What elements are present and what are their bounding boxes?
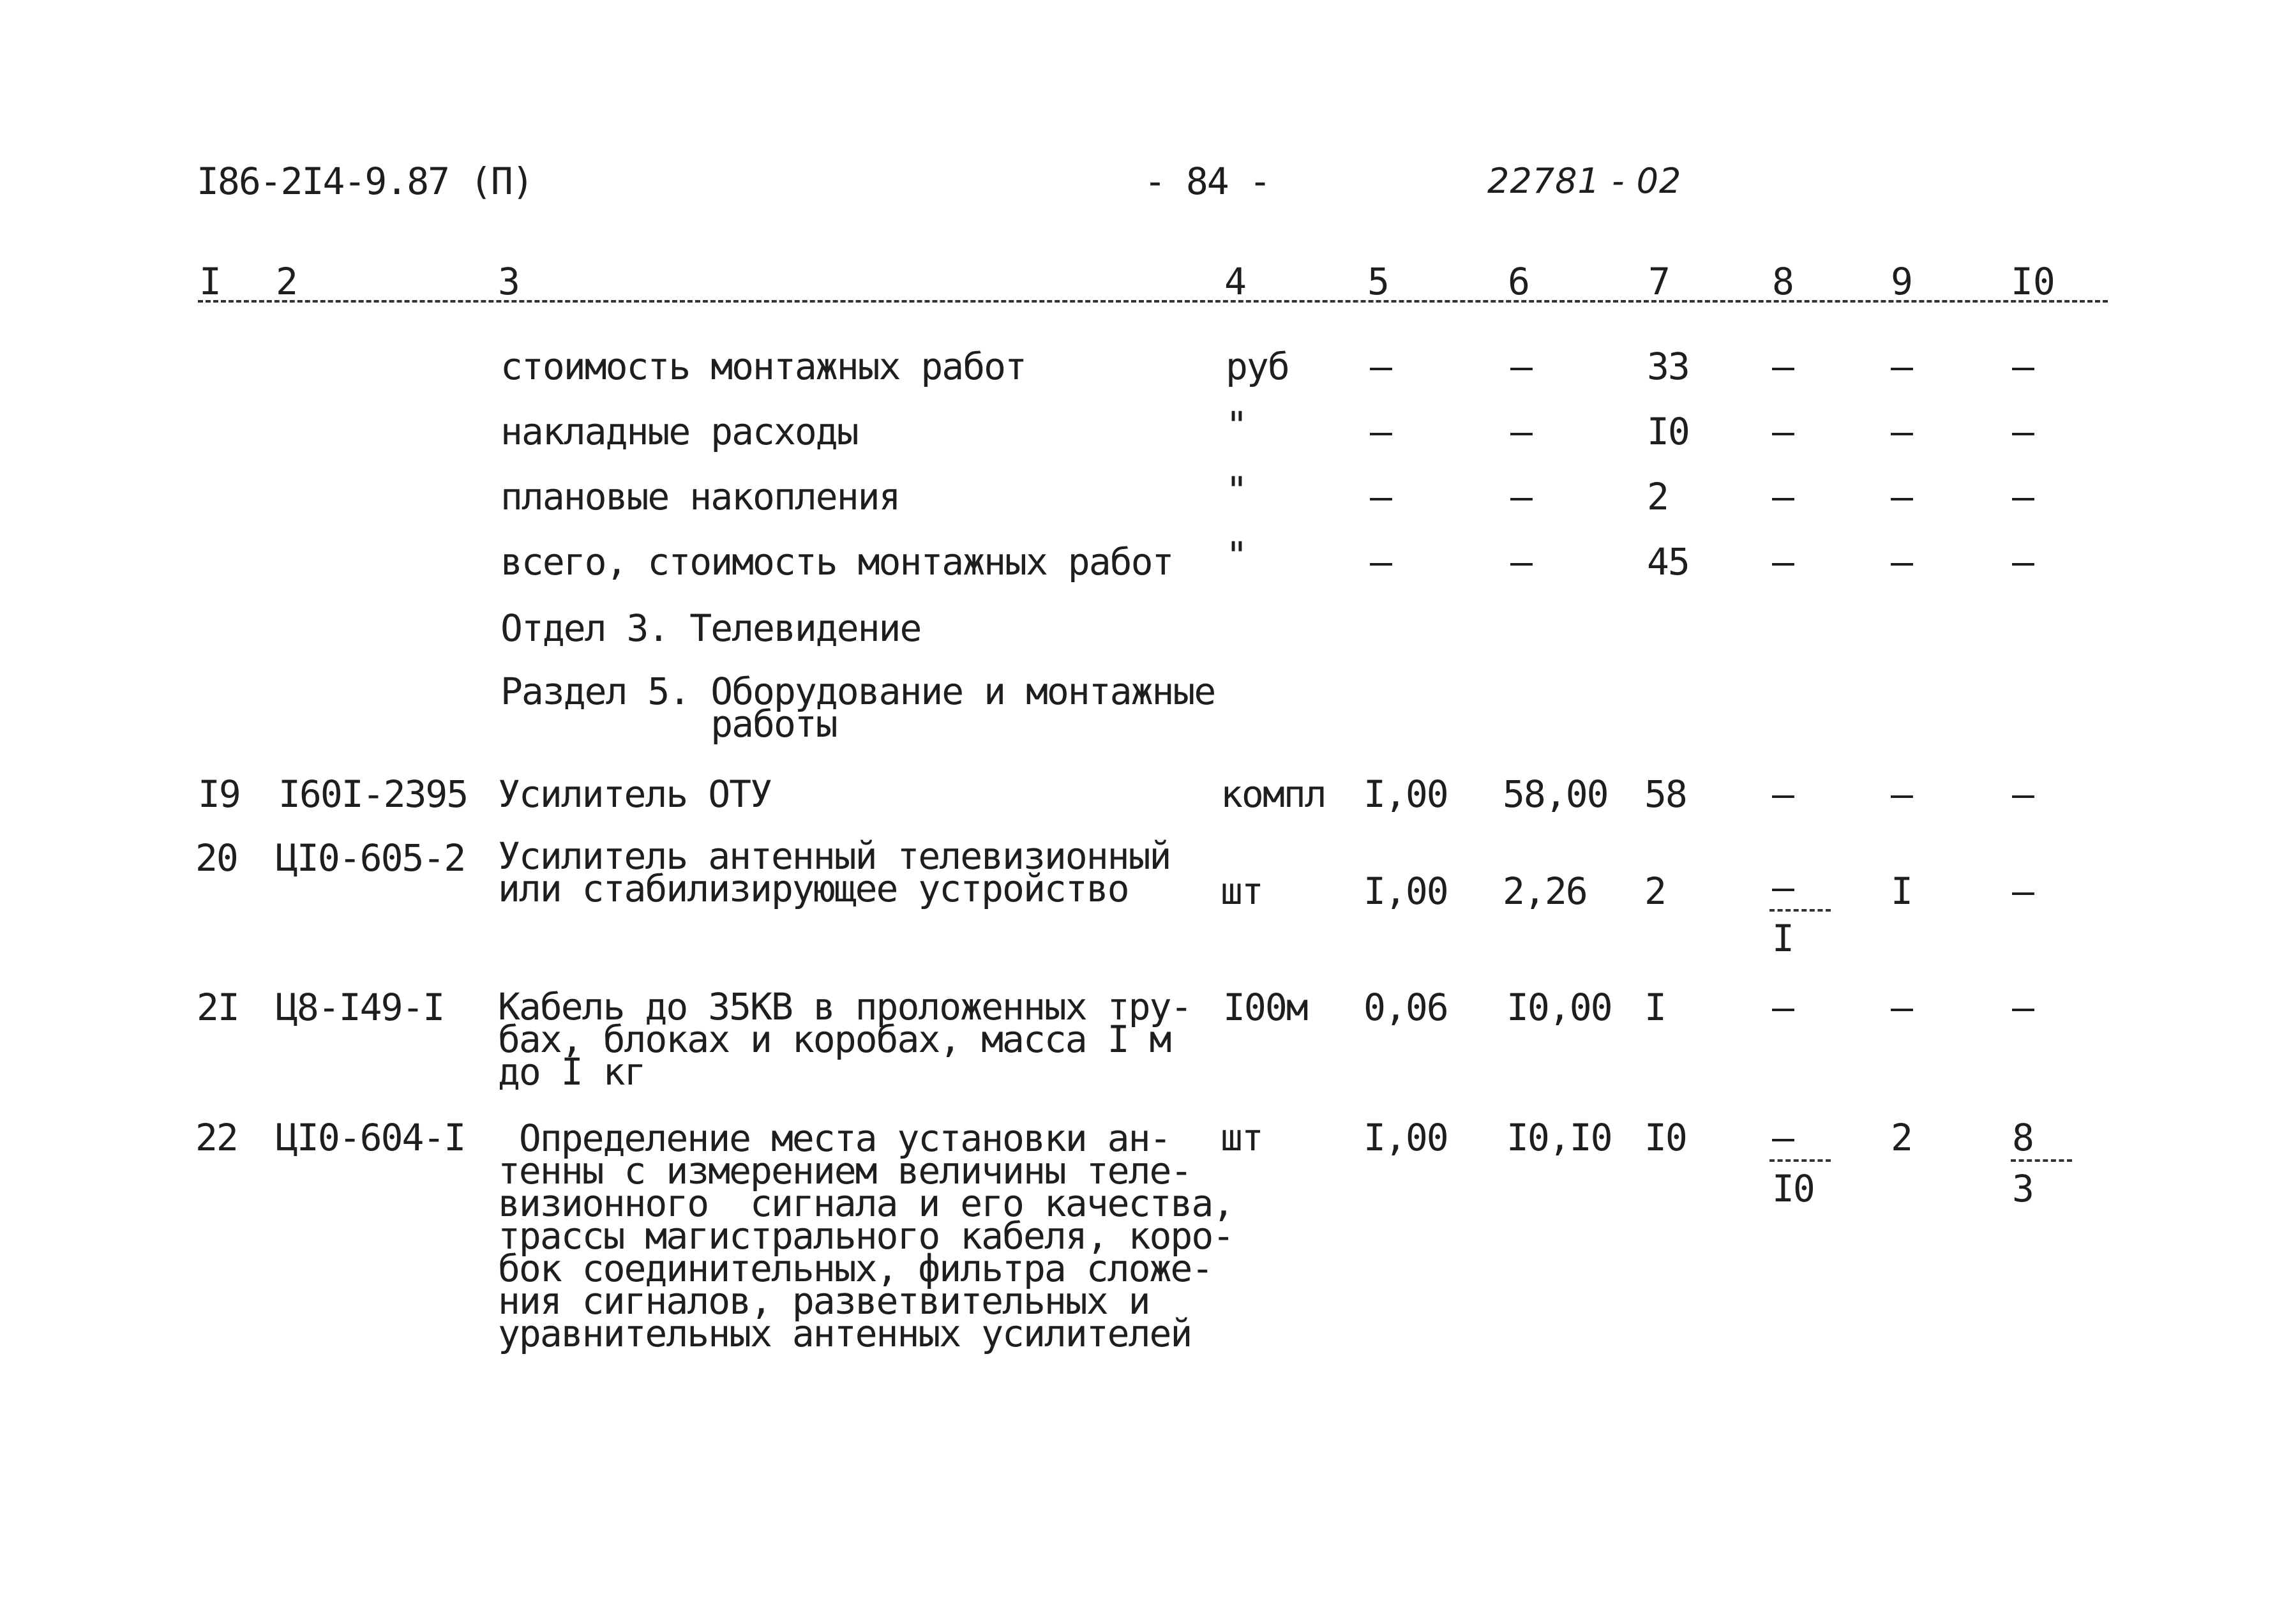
- fraction-line: [1769, 909, 1831, 912]
- summary-col7: 45: [1647, 540, 1689, 583]
- column-number-2: 2: [276, 260, 298, 303]
- summary-unit: ": [1226, 534, 1247, 577]
- item-code: ЦI0-604-I: [276, 1116, 465, 1159]
- summary-col10: –: [2012, 410, 2033, 453]
- summary-name: всего, стоимость монтажных работ: [500, 540, 1173, 583]
- item-col8: –: [1772, 986, 1793, 1029]
- item-quantity: I,00: [1363, 869, 1448, 913]
- item-code: ЦI0-605-2: [276, 836, 465, 880]
- item-col8: –: [1772, 772, 1793, 816]
- item-quantity: I,00: [1363, 1116, 1448, 1159]
- item-code: Ц8-I49-I: [276, 986, 444, 1029]
- item-name: Усилитель ОТУ: [498, 772, 771, 816]
- item-price: I0,00: [1506, 986, 1612, 1029]
- item-price: 2,26: [1503, 869, 1587, 913]
- item-number: I9: [198, 772, 240, 816]
- item-unit: шт: [1221, 869, 1263, 913]
- column-number-9: 9: [1891, 260, 1913, 303]
- summary-col6: –: [1510, 475, 1531, 518]
- summary-col8: –: [1772, 540, 1793, 583]
- fraction-line: [2011, 1159, 2072, 1162]
- item-col8-numerator: –: [1772, 866, 1793, 909]
- column-number-7: 7: [1648, 260, 1671, 303]
- item-code: I60I-2395: [278, 772, 468, 816]
- summary-col5: –: [1370, 475, 1391, 518]
- summary-col5: –: [1370, 410, 1391, 453]
- summary-col8: –: [1772, 475, 1793, 518]
- item-col10-denominator: 3: [2012, 1167, 2033, 1210]
- item-total: 2: [1644, 869, 1665, 913]
- summary-col6: –: [1510, 540, 1531, 583]
- item-total: I0: [1644, 1116, 1686, 1159]
- summary-col9: –: [1891, 540, 1912, 583]
- item-col10: –: [2012, 869, 2033, 913]
- item-number: 22: [195, 1116, 237, 1159]
- column-number-5: 5: [1367, 260, 1390, 303]
- item-col9: I: [1891, 869, 1912, 913]
- item-unit: компл: [1221, 772, 1326, 816]
- column-header-underline: [198, 300, 2108, 303]
- column-number-10: I0: [2011, 260, 2055, 303]
- item-col8-numerator: –: [1772, 1116, 1793, 1159]
- summary-col6: –: [1510, 345, 1531, 388]
- column-number-3: 3: [498, 260, 520, 303]
- summary-unit: ": [1226, 469, 1247, 512]
- item-unit: I00м: [1223, 986, 1307, 1029]
- summary-unit: руб: [1226, 345, 1289, 388]
- item-col8-denominator: I: [1772, 917, 1793, 960]
- column-number-8: 8: [1772, 260, 1794, 303]
- summary-col10: –: [2012, 345, 2033, 388]
- item-quantity: I,00: [1363, 772, 1448, 816]
- summary-col5: –: [1370, 345, 1391, 388]
- summary-name: накладные расходы: [500, 410, 858, 453]
- summary-col8: –: [1772, 345, 1793, 388]
- summary-col6: –: [1510, 410, 1531, 453]
- item-number: 2I: [197, 986, 239, 1029]
- item-price: I0,I0: [1506, 1116, 1612, 1159]
- summary-col7: 2: [1647, 475, 1668, 518]
- item-price: 58,00: [1503, 772, 1608, 816]
- summary-col7: 33: [1647, 345, 1689, 388]
- summary-col5: –: [1370, 540, 1391, 583]
- summary-col10: –: [2012, 475, 2033, 518]
- item-unit: шт: [1221, 1116, 1263, 1159]
- item-col9: 2: [1891, 1116, 1912, 1159]
- column-number-4: 4: [1224, 260, 1247, 303]
- page-number: - 84 -: [1144, 160, 1270, 203]
- registration-number: 22781 - 02: [1487, 161, 1682, 201]
- summary-col9: –: [1891, 475, 1912, 518]
- item-name: Усилитель антенный телевизионный или стабилизирующее устройство: [498, 834, 1171, 910]
- section-title: Раздел 5. Оборудование и монтажные работы: [500, 670, 1215, 746]
- item-quantity: 0,06: [1363, 986, 1448, 1029]
- item-name: Определение места установки ан- тенны с измерением величины теле- визионного сигнала и его качества, трассы магистрального кабеля, коро- бок соединительных, фильтра сложе- ния сигналов, разветвительных и уравнительных антенных усилителей: [498, 1116, 1234, 1355]
- department-title: Отдел 3. Телевидение: [500, 606, 921, 650]
- item-col10: –: [2012, 986, 2033, 1029]
- summary-col8: –: [1772, 410, 1793, 453]
- item-col9: –: [1891, 772, 1912, 816]
- summary-unit: ": [1226, 403, 1247, 447]
- summary-col7: I0: [1647, 410, 1689, 453]
- column-number-1: I: [199, 260, 222, 303]
- column-number-6: 6: [1508, 260, 1530, 303]
- item-col9: –: [1891, 986, 1912, 1029]
- summary-col9: –: [1891, 410, 1912, 453]
- item-col8-denominator: I0: [1772, 1167, 1814, 1210]
- item-total: I: [1644, 986, 1665, 1029]
- document-code: I86-2I4-9.87 (П): [197, 160, 533, 203]
- summary-name: стоимость монтажных работ: [500, 345, 1026, 388]
- item-col10: –: [2012, 772, 2033, 816]
- summary-col10: –: [2012, 540, 2033, 583]
- fraction-line: [1769, 1159, 1831, 1162]
- item-name: Кабель до 35КВ в проложенных тру- бах, блоках и коробах, масса I м до I кг: [498, 985, 1192, 1094]
- item-col10-numerator: 8: [2012, 1116, 2033, 1159]
- summary-col9: –: [1891, 345, 1912, 388]
- item-number: 20: [195, 836, 237, 880]
- summary-name: плановые накопления: [500, 475, 900, 518]
- item-total: 58: [1644, 772, 1686, 816]
